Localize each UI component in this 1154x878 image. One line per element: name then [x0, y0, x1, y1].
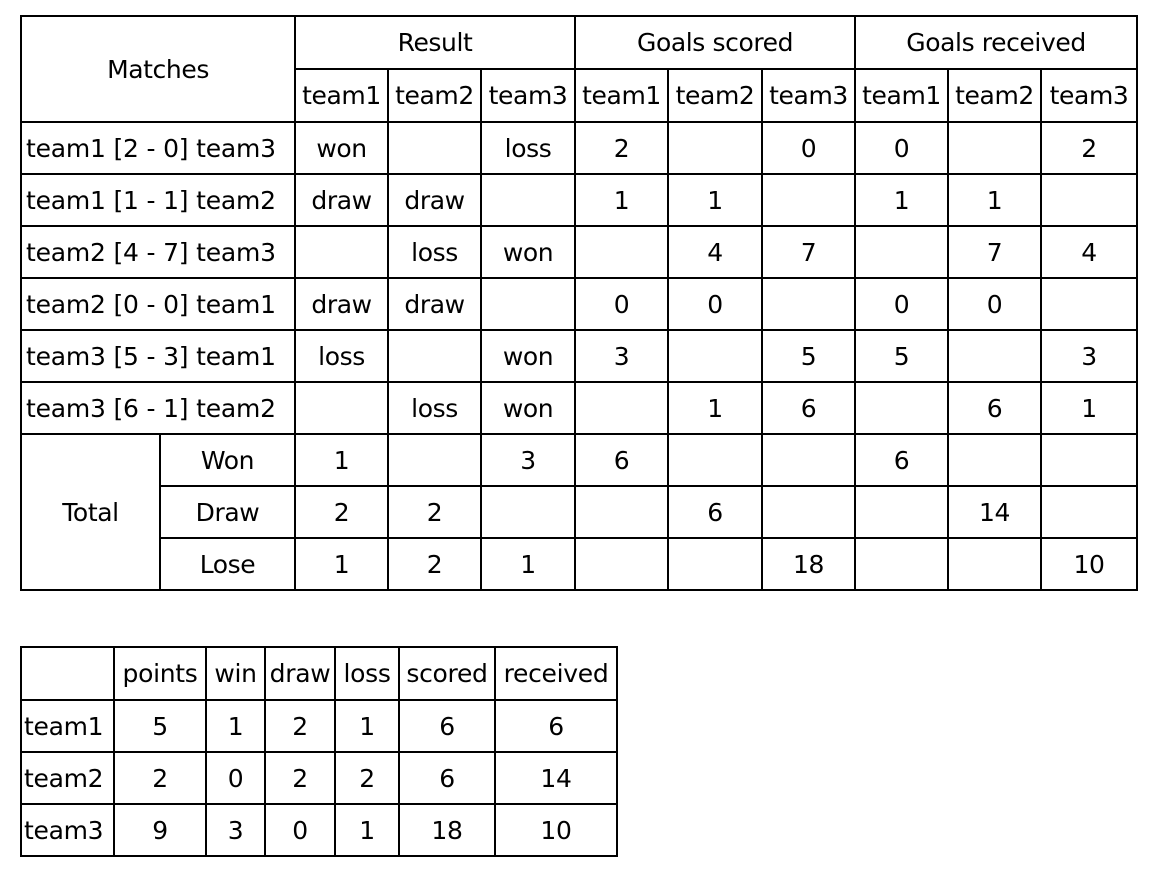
table-cell: 0 — [206, 752, 265, 804]
table-cell: 3 — [575, 330, 668, 382]
table-cell: 1 — [335, 700, 399, 752]
standings-header-row — [21, 647, 617, 700]
table-cell: 9 — [114, 804, 206, 856]
result-team1-header: team1 — [295, 69, 388, 122]
total-row-lose — [21, 538, 1137, 590]
table-cell: 6 — [948, 382, 1041, 434]
table-cell — [388, 122, 481, 174]
table-cell — [855, 538, 948, 590]
table-cell: 7 — [762, 226, 855, 278]
table-cell — [481, 486, 575, 538]
table-cell: 3 — [481, 434, 575, 486]
table-cell: 1 — [668, 174, 762, 226]
table-cell: 6 — [762, 382, 855, 434]
column-header-win: win — [206, 647, 265, 700]
total-sublabel: Won — [160, 434, 295, 486]
table-row — [21, 700, 617, 752]
table-cell: 1 — [948, 174, 1041, 226]
match-label: team2 [0 - 0] team1 — [21, 278, 295, 330]
result-header: Result — [295, 16, 575, 69]
column-header-points: points — [114, 647, 206, 700]
table-cell: loss — [388, 226, 481, 278]
scored-team1-header: team1 — [575, 69, 668, 122]
scored-team3-header: team3 — [762, 69, 855, 122]
table-cell: 1 — [855, 174, 948, 226]
table-cell: 1 — [335, 804, 399, 856]
table-cell — [575, 486, 668, 538]
standings-corner-cell — [21, 647, 114, 700]
table-cell: 18 — [762, 538, 855, 590]
table-cell: 10 — [495, 804, 617, 856]
table-cell: draw — [388, 174, 481, 226]
table-cell — [388, 330, 481, 382]
table-row — [21, 752, 617, 804]
table-cell: 2 — [575, 122, 668, 174]
table-cell: 1 — [1041, 382, 1137, 434]
match-label: team2 [4 - 7] team3 — [21, 226, 295, 278]
table-cell: 2 — [1041, 122, 1137, 174]
table-cell: loss — [388, 382, 481, 434]
table-cell: draw — [295, 278, 388, 330]
table-cell — [948, 122, 1041, 174]
table-cell: 2 — [388, 486, 481, 538]
scored-team2-header: team2 — [668, 69, 762, 122]
table-cell — [668, 538, 762, 590]
result-team3-header: team3 — [481, 69, 575, 122]
table-cell — [295, 226, 388, 278]
table-cell: 2 — [265, 700, 335, 752]
table-cell — [855, 226, 948, 278]
table-cell: 6 — [668, 486, 762, 538]
table-cell: 0 — [762, 122, 855, 174]
team-name: team2 — [21, 752, 114, 804]
table-row — [21, 226, 1137, 278]
team-name: team1 — [21, 700, 114, 752]
table-cell: 0 — [948, 278, 1041, 330]
table-cell — [575, 226, 668, 278]
table-cell: 1 — [668, 382, 762, 434]
table-cell: won — [481, 330, 575, 382]
table-cell — [668, 122, 762, 174]
total-row-draw — [21, 486, 1137, 538]
table-cell — [948, 538, 1041, 590]
table-cell — [1041, 174, 1137, 226]
table-cell: 4 — [668, 226, 762, 278]
table-cell: 1 — [295, 434, 388, 486]
header-row-groups — [21, 16, 1137, 69]
matches-header: Matches — [21, 16, 295, 122]
table-cell — [762, 434, 855, 486]
table-cell: 0 — [668, 278, 762, 330]
table-cell: 0 — [575, 278, 668, 330]
table-cell — [1041, 434, 1137, 486]
table-cell — [855, 382, 948, 434]
table-cell — [481, 278, 575, 330]
table-cell: loss — [481, 122, 575, 174]
table-cell — [575, 382, 668, 434]
match-label: team1 [1 - 1] team2 — [21, 174, 295, 226]
total-sublabel: Lose — [160, 538, 295, 590]
total-label: Total — [21, 434, 160, 590]
match-label: team1 [2 - 0] team3 — [21, 122, 295, 174]
table-row — [21, 330, 1137, 382]
table-cell: 2 — [388, 538, 481, 590]
table-cell: 1 — [206, 700, 265, 752]
total-row-won — [21, 434, 1137, 486]
match-label: team3 [5 - 3] team1 — [21, 330, 295, 382]
match-label: team3 [6 - 1] team2 — [21, 382, 295, 434]
table-cell: 14 — [948, 486, 1041, 538]
table-cell: 3 — [1041, 330, 1137, 382]
table-cell — [388, 434, 481, 486]
result-team2-header: team2 — [388, 69, 481, 122]
total-sublabel: Draw — [160, 486, 295, 538]
table-cell: 5 — [114, 700, 206, 752]
table-cell — [668, 330, 762, 382]
table-cell — [948, 434, 1041, 486]
standings-table — [20, 646, 618, 857]
table-cell — [1041, 486, 1137, 538]
matches-table — [20, 15, 1138, 591]
table-cell — [855, 486, 948, 538]
table-cell — [948, 330, 1041, 382]
column-header-received: received — [495, 647, 617, 700]
table-cell — [762, 486, 855, 538]
table-cell: 1 — [481, 538, 575, 590]
table-cell: 14 — [495, 752, 617, 804]
received-team3-header: team3 — [1041, 69, 1137, 122]
table-cell — [575, 538, 668, 590]
table-cell: 1 — [575, 174, 668, 226]
table-cell: 6 — [399, 700, 495, 752]
goals-received-header: Goals received — [855, 16, 1137, 69]
column-header-loss: loss — [335, 647, 399, 700]
table-cell: loss — [295, 330, 388, 382]
table-row — [21, 122, 1137, 174]
table-cell: 1 — [295, 538, 388, 590]
table-row — [21, 804, 617, 856]
table-cell — [762, 174, 855, 226]
table-row — [21, 174, 1137, 226]
table-cell: draw — [295, 174, 388, 226]
table-cell: 2 — [335, 752, 399, 804]
table-cell: 5 — [762, 330, 855, 382]
table-cell: 0 — [855, 122, 948, 174]
table-cell — [762, 278, 855, 330]
table-cell: 4 — [1041, 226, 1137, 278]
table-cell — [481, 174, 575, 226]
goals-scored-header: Goals scored — [575, 16, 855, 69]
table-row — [21, 382, 1137, 434]
table-row — [21, 278, 1137, 330]
table-cell: 5 — [855, 330, 948, 382]
column-header-scored: scored — [399, 647, 495, 700]
table-cell: won — [295, 122, 388, 174]
table-cell: 6 — [399, 752, 495, 804]
table-cell: draw — [388, 278, 481, 330]
table-cell: 6 — [855, 434, 948, 486]
table-cell — [1041, 278, 1137, 330]
table-cell: won — [481, 382, 575, 434]
team-name: team3 — [21, 804, 114, 856]
table-cell: 0 — [265, 804, 335, 856]
received-team1-header: team1 — [855, 69, 948, 122]
table-cell: 18 — [399, 804, 495, 856]
table-cell: 2 — [265, 752, 335, 804]
table-cell: 3 — [206, 804, 265, 856]
table-cell: 10 — [1041, 538, 1137, 590]
table-cell — [295, 382, 388, 434]
table-cell: 2 — [295, 486, 388, 538]
table-cell — [668, 434, 762, 486]
column-header-draw: draw — [265, 647, 335, 700]
table-cell: 6 — [575, 434, 668, 486]
received-team2-header: team2 — [948, 69, 1041, 122]
table-cell: 0 — [855, 278, 948, 330]
table-cell: 7 — [948, 226, 1041, 278]
table-cell: won — [481, 226, 575, 278]
table-cell: 2 — [114, 752, 206, 804]
table-cell: 6 — [495, 700, 617, 752]
